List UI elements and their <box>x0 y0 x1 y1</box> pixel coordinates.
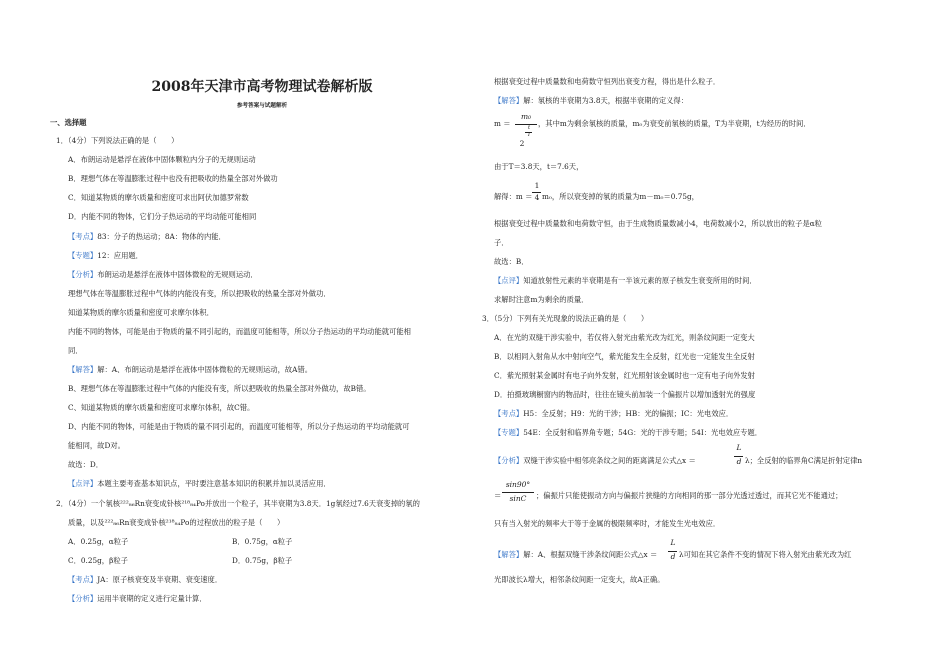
tag-body: 83：分子的热运动；8A：物体的内能． <box>97 232 226 241</box>
q1-kaodian <box>68 232 226 242</box>
sin-denominator: sinC <box>509 494 527 503</box>
q1-analysis-line: 理想气体在等温膨胀过程中气体的内能没有变，所以把吸收的热量全部对外做功． <box>68 289 331 298</box>
tag-body: 知道放射性元素的半衰期是有一半该元素的原子核发生衰变所用的时间． <box>523 276 757 285</box>
quarter-denominator: 4 <box>534 193 540 202</box>
tag-body: 双缝干涉实验中相邻亮条纹之间的距离满足公式△x ＝ <box>523 456 696 465</box>
ld-denominator: d <box>736 457 742 466</box>
quarter-numerator: 1 <box>534 181 540 190</box>
q3-option-a: A．在光的双缝干涉实验中，若仅将入射光由紫光改为红光，则条纹间距一定变大 <box>494 333 755 342</box>
q1-analysis <box>68 270 258 280</box>
formula-base: 2 <box>519 139 525 148</box>
tag-body: 54E：全反射和临界角专题；54G：光的干涉专题；54I：光电效应专题． <box>523 428 763 437</box>
q3-answer-cont: λ可知在其它条件不变的情况下将入射光由紫光改为红 <box>679 550 852 559</box>
q2-reasoning-cont: 子． <box>494 238 509 247</box>
question-2-stem: 2．（4分）一个氡核²²²₈₆Rn衰变成钋核²¹⁸₈₄Po并放出一个粒子，其半衰期为3.8天．1g氡经过7.6天衰变掉的氡的 <box>56 499 420 508</box>
q1-option-c: C．知道某物质的摩尔质量和密度可求出阿伏加德罗常数 <box>68 193 249 202</box>
q1-zhuanti <box>68 251 143 261</box>
q3-analysis-photoelectric: 只有当入射光的频率大于等于金属的极限频率时，才能发生光电效应． <box>494 519 721 528</box>
section-tag: 【考点】 <box>68 232 98 241</box>
section-tag: 【点评】 <box>68 479 98 488</box>
q3-option-c: C．紫光照射某金属时有电子向外发射，红光照射该金属时也一定有电子向外发射 <box>494 371 755 380</box>
sin-bar <box>502 492 534 493</box>
section-tag: 【解答】 <box>494 96 524 105</box>
tag-body: 解：A、布朗运动是悬浮在液体中固体微粒的无规则运动，故A错。 <box>97 365 313 374</box>
q3-zhuanti <box>494 428 762 438</box>
q1-answer-line: B、理想气体在等温膨胀过程中气体的内能没有变，所以把吸收的热量全部对外做功，故B错。 <box>68 384 371 393</box>
q2-option-d: D．0.75g，β粒子 <box>232 556 293 565</box>
section-tag: 【分析】 <box>494 456 524 465</box>
q2-comment-cont: 求解时注意m为剩余的质量． <box>494 295 589 304</box>
q2-option-c: C．0.25g，β粒子 <box>68 556 128 565</box>
q3-option-b: B．以相同入射角从水中射向空气，紫光能发生全反射，红光也一定能发生全反射 <box>494 352 755 361</box>
q2-analysis-line: 根据衰变过程中质量数和电荷数守恒列出衰变方程，得出是什么粒子． <box>494 77 721 86</box>
q2-kaodian <box>68 575 222 585</box>
tag-body: 布朗运动是悬浮在液体中固体微粒的无规则运动． <box>97 270 258 279</box>
page-subtitle: 参考答案与试题解析 <box>236 103 288 109</box>
section-heading: 一、选择题 <box>50 118 87 127</box>
tag-body: JA：原子核衰变及半衰期、衰变速度． <box>97 575 223 584</box>
section-tag: 【专题】 <box>494 428 524 437</box>
q2-given: 由于T＝3.8天，t＝7.6天， <box>494 162 584 171</box>
tag-body: 12：应用题． <box>97 251 143 260</box>
q2-answer <box>494 96 688 106</box>
section-tag: 【解答】 <box>494 550 524 559</box>
section-tag: 【考点】 <box>68 575 98 584</box>
tag-body: 本题主要考查基本知识点，平时要注意基本知识的积累并加以灵活应用． <box>97 479 331 488</box>
q1-answer-line: 能相同，故D对。 <box>68 441 125 450</box>
q3-kaodian <box>494 409 733 419</box>
q1-option-d: D．内能不同的物体，它们分子热运动的平均动能可能相同 <box>68 212 257 221</box>
q1-analysis-line: 知道某物质的摩尔质量和密度可求摩尔体积． <box>68 308 214 317</box>
section-tag: 【分析】 <box>68 270 98 279</box>
q3-answer-line: 光即波长λ增大，相邻条纹间距一定变大，故A正确。 <box>494 575 665 584</box>
solve-result: m₀，所以衰变掉的氡的质量为m－m₀＝0.75g， <box>542 192 699 201</box>
tag-body: 解：A、根据双缝干涉条纹间距公式△x ＝ <box>523 550 658 559</box>
ld-numerator: L <box>736 443 742 452</box>
question-1-stem: 1．（4分）下列说法正确的是（ ） <box>56 136 179 145</box>
q3-answer <box>494 550 657 560</box>
sin-equals: ＝ <box>494 491 502 500</box>
section-tag: 【分析】 <box>68 594 98 603</box>
q1-option-b: B．理想气体在等温膨胀过程中也没有把吸收的热量全部对外做功 <box>68 174 278 183</box>
question-3-stem: 3．（5分）下列有关光现象的说法正确的是（ ） <box>482 314 649 323</box>
q2-comment <box>494 276 757 286</box>
page-title: 2008年天津市高考物理试卷解析版 <box>151 79 373 95</box>
q2-option-a: A．0.25g，α粒子 <box>68 537 129 546</box>
q2-option-b: B．0.75g，α粒子 <box>232 537 293 546</box>
formula-numerator: m₀ <box>520 112 532 121</box>
q1-answer-line: C、知道某物质的摩尔质量和密度可求摩尔体积，故C错。 <box>68 403 255 412</box>
tag-body: 运用半衰期的定义进行定量计算． <box>97 594 207 603</box>
q3-analysis <box>494 456 696 466</box>
question-2-stem-cont: 质量，以及²²²₈₆Rn衰变成钋核²¹⁸₈₄Po的过程放出的粒子是（ ） <box>68 518 285 527</box>
section-tag: 【解答】 <box>68 365 98 374</box>
section-tag: 【点评】 <box>494 276 524 285</box>
solve-lhs: 解得：m ＝ <box>494 192 533 201</box>
exponent-denominator: T <box>527 132 531 138</box>
q1-answer <box>68 365 312 375</box>
q1-option-a: A．布朗运动是悬浮在液体中固体颗粒内分子的无规则运动 <box>68 155 256 164</box>
tag-body: H5：全反射；H9：光的干涉；HB：光的偏振；IC：光电效应． <box>523 409 734 418</box>
formula-lhs: m ＝ <box>494 119 511 128</box>
q1-answer-line: D、内能不同的物体，可能是由于物质的量不同引起的，而温度可能相等，所以分子热运动的平均动能就可 <box>68 422 410 431</box>
q1-choice: 故选：D． <box>68 460 104 469</box>
q3-analysis-cont: λ；全反射的临界角C满足折射定律n <box>745 456 863 465</box>
q1-analysis-line: 同． <box>68 346 83 355</box>
q3-analysis-polarizer: ；偏振片只能使振动方向与偏振片狭缝的方向相同的那一部分光透过透过，而其它光不能通过； <box>536 491 843 500</box>
sin-numerator: sin90° <box>505 480 531 489</box>
formula-explanation: ，其中m为剩余氡核的质量，m₀为衰变前氡核的质量，T为半衰期，t为经历的时间． <box>538 119 811 128</box>
ld2-numerator: L <box>670 538 676 547</box>
exponent-numerator: t <box>527 125 531 131</box>
q1-comment <box>68 479 331 489</box>
section-tag: 【专题】 <box>68 251 98 260</box>
q2-reasoning: 根据衰变过程中质量数和电荷数守恒，由于生成物质量数减小4，电荷数减小2，所以放出的粒子是α粒 <box>494 219 822 228</box>
section-tag: 【考点】 <box>494 409 524 418</box>
tag-body: 解：氡核的半衰期为3.8天，根据半衰期的定义得： <box>523 96 689 105</box>
q2-analysis <box>68 594 207 604</box>
q3-option-d: D．拍摄玻璃橱窗内的物品时，往往在镜头前加装一个偏振片以增加透射光的强度 <box>494 390 756 399</box>
q2-choice: 故选：B． <box>494 257 529 266</box>
q1-analysis-line: 内能不同的物体，可能是由于物质的量不同引起的，而温度可能相等，所以分子热运动的平均动能就可能相 <box>68 327 411 336</box>
ld2-denominator: d <box>670 552 676 561</box>
